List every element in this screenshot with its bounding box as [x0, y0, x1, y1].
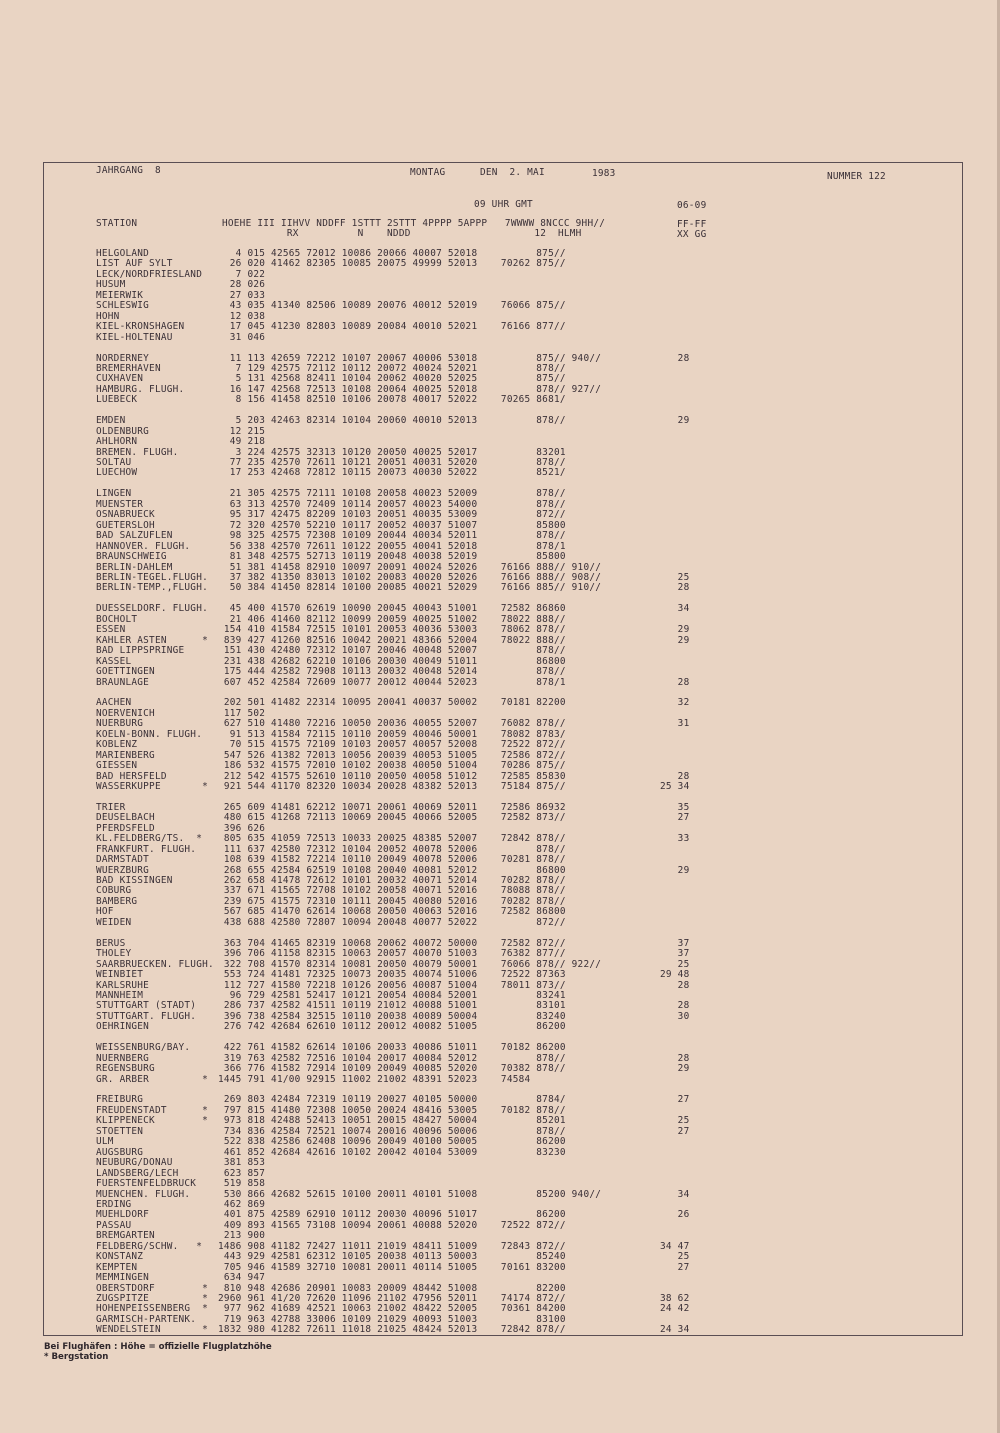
station-data: 239 675 41575 72310 10111 20045 40080 52016 70282 878//	[218, 895, 566, 907]
station-name: SCHLESWIG	[96, 300, 150, 312]
station-data: 21 305 42575 72111 10108 20058 40023 52009 878//	[218, 488, 566, 500]
station-name: LINGEN	[96, 488, 132, 500]
station-name: KL.FELDBERG/TS. *	[96, 833, 203, 845]
station-wind-gust: 25	[660, 1115, 690, 1127]
station-name: BREMEN. FLUGH.	[96, 446, 179, 458]
station-name: MEIERWIK	[96, 289, 144, 301]
station-data: 49 218	[218, 436, 266, 448]
station-data: 45 400 41570 62619 10090 20045 40043 51001 72582 86860	[218, 603, 566, 615]
station-name: AACHEN	[96, 697, 132, 709]
station-data: 202 501 41482 22314 10095 20041 40037 50002 70181 82200	[218, 697, 566, 709]
station-wind-gust: 27	[660, 1125, 690, 1137]
station-name: WEISSENBURG/BAY.	[96, 1042, 191, 1054]
station-data: 438 688 42580 72807 10094 20048 40077 52022 872//	[218, 916, 566, 928]
station-name: HAMBURG. FLUGH.	[96, 383, 185, 395]
station-data: 95 317 42475 82209 10103 20051 40035 53009 872//	[218, 509, 566, 521]
station-name: OSNABRUECK	[96, 509, 155, 521]
station-wind-gust: 26	[660, 1209, 690, 1221]
station-name: BERLIN-TEGEL.FLUGH.	[96, 572, 208, 583]
station-data: 530 866 42682 52615 10100 20011 40101 51008 85200 940//	[218, 1188, 602, 1200]
station-data: 81 348 42575 52713 10119 20048 40038 52019 85800	[218, 551, 566, 562]
station-name: FUERSTENFELDBRUCK	[96, 1178, 197, 1189]
station-data: 111 637 42580 72312 10104 20052 40078 52006 878//	[218, 843, 566, 855]
station-data: 27 033	[218, 289, 266, 301]
station-wind-gust: 25	[660, 1251, 690, 1263]
station-name: BERLIN-TEMP.,FLUGH.	[96, 582, 208, 594]
station-name: DEUSELBACH	[96, 812, 155, 824]
station-data: 2960 961 41/20 72620 11096 21102 47956 52011 74174 872//	[218, 1293, 566, 1304]
station-name: SOLTAU	[96, 457, 132, 468]
station-name: THOLEY	[96, 948, 132, 960]
station-data: 31 046	[218, 331, 266, 343]
station-name: ULM	[96, 1136, 114, 1148]
station-name: MANNHEIM	[96, 989, 144, 1001]
station-data: 231 438 42682 62210 10106 20030 40049 51011 86800	[218, 655, 566, 667]
station-data: 921 544 41170 82320 10034 20028 48382 52013 75184 875//	[218, 780, 566, 792]
station-data: 337 671 41565 72708 10102 20058 40071 52016 78088 878//	[218, 885, 566, 897]
station-data: 607 452 42584 72609 10077 20012 40044 52023 878/1	[218, 676, 566, 688]
station-wind-gust: 29	[660, 1063, 690, 1075]
station-data: 319 763 42582 72516 10104 20017 40084 52012 878//	[218, 1052, 566, 1064]
station-data: 269 803 42484 72319 10119 20027 40105 50000 8784/	[218, 1094, 566, 1106]
station-data: 50 384 41450 82814 10100 20085 40021 52029 76166 885// 910//	[218, 582, 602, 594]
station-wind-gust: 28	[660, 1000, 690, 1012]
station-name: HOHN	[96, 310, 120, 322]
station-data: 108 639 41582 72214 10110 20049 40078 52006 70281 878//	[218, 854, 566, 866]
station-name: LIST AUF SYLT	[96, 258, 173, 270]
station-wind-gust: 38 62	[660, 1293, 690, 1304]
station-name: BAD SALZUFLEN	[96, 530, 173, 542]
station-name: BAMBERG	[96, 895, 138, 907]
station-data: 286 737 42582 41511 10119 21012 40088 51001 83101	[218, 1000, 566, 1012]
station-data: 212 542 41575 52610 10110 20050 40058 51012 72585 85830	[218, 770, 566, 782]
station-name: MARIENBERG	[96, 749, 155, 761]
station-name: MEMMINGEN	[96, 1272, 150, 1284]
station-data: 16 147 42568 72513 10108 20064 40025 52018 878// 927//	[218, 383, 602, 395]
station-name: FREUDENSTADT *	[96, 1104, 208, 1116]
station-data: 797 815 41480 72308 10050 20024 48416 53005 70182 878//	[218, 1104, 566, 1116]
station-name: BAD HERSFELD	[96, 770, 167, 782]
station-name: WUERZBURG	[96, 864, 150, 876]
station-name: BREMGARTEN	[96, 1230, 155, 1242]
station-data: 3 224 42575 32313 10120 20050 40025 52017 83201	[218, 446, 566, 458]
station-data: 117 502	[218, 707, 266, 719]
station-name: KOBLENZ	[96, 739, 138, 751]
station-data: 977 962 41689 42521 10063 21002 48422 52005 70361 84200	[218, 1303, 566, 1315]
station-data: 11 113 42659 72212 10107 20067 40006 53018 875// 940//	[218, 352, 602, 364]
station-data: 186 532 41575 72010 10102 20038 40050 51004 70286 875//	[218, 760, 566, 771]
station-data: 265 609 41481 62212 10071 20061 40069 52011 72586 86932	[218, 801, 566, 813]
station-data: 461 852 42684 42616 10102 20042 40104 53009 83230	[218, 1146, 566, 1158]
station-name: KASSEL	[96, 655, 132, 667]
station-data: 1486 908 41182 72427 11011 21019 48411 51009 72843 872//	[218, 1240, 566, 1252]
station-wind-gust: 34	[660, 1188, 690, 1200]
station-data: 96 729 42581 52417 10121 20054 40084 52001 83241	[218, 989, 566, 1001]
station-data: 276 742 42684 62610 10112 20012 40082 51005 86200	[218, 1021, 566, 1033]
station-data: 151 430 42480 72312 10107 20046 40048 52007 878//	[218, 645, 566, 657]
station-name: HANNOVER. FLUGH.	[96, 540, 191, 552]
station-name: COBURG	[96, 885, 132, 897]
time-range: 06-09	[677, 200, 707, 211]
station-name: LUEBECK	[96, 394, 138, 406]
station-name: BAD LIPPSPRINGE	[96, 645, 185, 657]
station-name: HOF	[96, 906, 114, 918]
jahrgang: JAHRGANG 8	[96, 165, 161, 176]
station-data: 56 338 42570 72611 10122 20055 40041 52018 878/1	[218, 540, 566, 552]
year: 1983	[592, 168, 616, 179]
station-data: 401 875 42589 62910 10112 20030 40096 51017 86200	[218, 1209, 566, 1221]
station-wind-gust: 27	[660, 812, 690, 824]
station-data: 63 313 42570 72409 10114 20057 40023 54000 878//	[218, 498, 566, 510]
station-data: 705 946 41589 32710 10081 20011 40114 51005 70161 83200	[218, 1261, 566, 1273]
station-wind-gust: 31	[660, 718, 690, 730]
station-data: 366 776 41582 72914 10109 20049 40085 52020 70382 878//	[218, 1063, 566, 1075]
station-name: MUENSTER	[96, 498, 144, 510]
station-data: 443 929 42581 62312 10105 20038 40113 50003 85240	[218, 1251, 566, 1263]
column-codes-line1: HOEHE III IIHVV NDDFF 1STTT 2STTT 4PPPP 5APPP 7WWWW 8NCCC 9HH//	[222, 218, 606, 229]
station-name: KAHLER ASTEN *	[96, 634, 208, 646]
station-name: LANDSBERG/LECH	[96, 1167, 179, 1179]
station-name: KLIPPENECK *	[96, 1115, 208, 1127]
station-name: OLDENBURG	[96, 425, 150, 437]
date: DEN 2. MAI	[480, 167, 545, 178]
station-wind-gust: 37	[660, 948, 690, 960]
station-data: 522 838 42586 62408 10096 20049 40100 50005 86200	[218, 1136, 566, 1148]
station-name: BOCHOLT	[96, 613, 138, 625]
station-wind-gust: 28	[660, 979, 690, 991]
station-data: 43 035 41340 82506 10089 20076 40012 52019 76066 875//	[218, 300, 566, 312]
station-wind-gust: 30	[660, 1010, 690, 1022]
station-data: 37 382 41350 83013 10102 20083 40020 52026 76166 888// 908//	[218, 572, 602, 583]
station-name: KONSTANZ	[96, 1251, 144, 1263]
station-data: 77 235 42570 72611 10121 20051 40031 52020 878//	[218, 457, 566, 468]
station-name: BRAUNLAGE	[96, 676, 150, 688]
station-name: ERDING	[96, 1198, 132, 1210]
station-name: BRAUNSCHWEIG	[96, 551, 167, 562]
station-wind-gust: 24 34	[660, 1324, 690, 1336]
station-name: ESSEN	[96, 624, 126, 636]
station-name: BERLIN-DAHLEM	[96, 561, 173, 573]
station-wind-gust: 33	[660, 833, 690, 845]
station-name: HOHENPEISSENBERG *	[96, 1303, 208, 1315]
station-name: WEINBIET	[96, 969, 144, 980]
station-name: PFERDSFELD	[96, 822, 155, 834]
station-name: OBERSTDORF *	[96, 1282, 208, 1294]
station-data: 396 738 42584 32515 10110 20038 40089 50004 83240	[218, 1010, 566, 1022]
station-data: 91 513 41584 72115 10110 20059 40046 50001 78082 8783/	[218, 728, 566, 740]
station-data: 480 615 41268 72113 10069 20045 40066 52005 72582 873//	[218, 812, 566, 824]
station-name: NOERVENICH	[96, 707, 155, 719]
station-wind-gust: 29	[660, 864, 690, 876]
station-data: 21 406 41460 82112 10099 20059 40025 51002 78022 888//	[218, 613, 566, 625]
station-wind-gust: 28	[660, 582, 690, 594]
station-name: NUERBURG	[96, 718, 144, 730]
station-name: LUECHOW	[96, 467, 138, 479]
station-data: 72 320 42570 52210 10117 20052 40037 51007 85800	[218, 519, 566, 531]
station-data: 213 900	[218, 1230, 266, 1242]
station-data: 422 761 41582 62614 10106 20033 40086 51011 70182 86200	[218, 1042, 566, 1054]
station-wind-gust: 27	[660, 1261, 690, 1273]
station-data: 396 706 41158 82315 10063 20057 40070 51003 76382 877//	[218, 948, 566, 960]
station-data: 1832 980 41282 72611 11018 21025 48424 52013 72842 878//	[218, 1324, 566, 1336]
station-wind-gust: 34	[660, 603, 690, 615]
station-name: HUSUM	[96, 279, 126, 291]
station-name: WASSERKUPPE *	[96, 780, 208, 792]
station-data: 17 045 41230 82803 10089 20084 40010 52021 76166 877//	[218, 321, 566, 333]
station-data: 567 685 41470 62614 10068 20050 40063 52016 72582 86800	[218, 906, 566, 918]
station-name: GIESSEN	[96, 760, 138, 771]
station-name: GOETTINGEN	[96, 666, 155, 677]
station-data: 409 893 41565 73108 10094 20061 40088 52020 72522 872//	[218, 1219, 566, 1231]
station-name: GR. ARBER *	[96, 1073, 208, 1085]
station-name: SAARBRUECKEN. FLUGH.	[96, 958, 214, 970]
station-name: WENDELSTEIN *	[96, 1324, 208, 1336]
station-wind-gust: 28	[660, 352, 690, 364]
station-name: HELGOLAND	[96, 248, 150, 259]
station-name: FELDBERG/SCHW. *	[96, 1240, 203, 1252]
station-name: REGENSBURG	[96, 1063, 155, 1075]
station-data: 12 038	[218, 310, 266, 322]
station-name: STUTTGART (STADT)	[96, 1000, 197, 1012]
issue-number: NUMMER 122	[827, 171, 886, 182]
station-wind-gust: 27	[660, 1094, 690, 1106]
station-wind-gust: 35	[660, 801, 690, 813]
station-data: 973 818 42488 52413 10051 20015 48427 50004 85201	[218, 1115, 566, 1127]
station-data: 519 858	[218, 1178, 266, 1189]
station-name: BERUS	[96, 937, 126, 949]
station-data: 7 129 42575 72112 10112 20072 40024 52021 878//	[218, 362, 566, 374]
footnote-airports: Bei Flughäfen : Höhe = offizielle Flugplatzhöhe	[44, 1342, 272, 1352]
station-name: KIEL-KRONSHAGEN	[96, 321, 185, 333]
station-name: OEHRINGEN	[96, 1021, 150, 1033]
station-name: EMDEN	[96, 415, 126, 427]
station-wind-gust: 29	[660, 634, 690, 646]
station-wind-gust: 28	[660, 676, 690, 688]
station-name: STUTTGART. FLUGH.	[96, 1010, 197, 1022]
station-data: 28 026	[218, 279, 266, 291]
station-data: 734 836 42584 72521 10074 20016 40096 50006 878//	[218, 1125, 566, 1137]
station-data: 363 704 41465 82319 10068 20062 40072 50000 72582 872//	[218, 937, 566, 949]
station-name: FREIBURG	[96, 1094, 144, 1106]
station-name: NEUBURG/DONAU	[96, 1157, 173, 1169]
station-wind-gust: 24 42	[660, 1303, 690, 1315]
station-wind-gust: 32	[660, 697, 690, 709]
station-data: 381 853	[218, 1157, 266, 1169]
station-data: 7 022	[218, 268, 266, 280]
station-data: 262 658 41478 72612 10101 20032 40071 52014 70282 878//	[218, 875, 566, 886]
station-name: MUENCHEN. FLUGH.	[96, 1188, 191, 1200]
station-data: 623 857	[218, 1167, 266, 1179]
station-wind-gust: 29	[660, 624, 690, 636]
weekday: MONTAG	[410, 167, 446, 178]
station-name: LECK/NORDFRIESLAND	[96, 268, 203, 280]
station-name: TRIER	[96, 801, 126, 813]
station-data: 70 515 41575 72109 10103 20057 40057 52008 72522 872//	[218, 739, 566, 751]
column-ff-line1: FF-FF	[677, 219, 707, 230]
station-data: 268 655 42584 62519 10108 20040 40081 52012 86800	[218, 864, 566, 876]
station-name: KEMPTEN	[96, 1261, 138, 1273]
station-data: 112 727 41580 72218 10126 20056 40087 51004 78011 873//	[218, 979, 566, 991]
station-data: 4 015 42565 72012 10086 20066 40007 52018 875//	[218, 248, 566, 259]
station-name: DARMSTADT	[96, 854, 150, 866]
station-name: KIEL-HOLTENAU	[96, 331, 173, 343]
station-data: 51 381 41458 82910 10097 20091 40024 52026 76166 888// 910//	[218, 561, 602, 573]
station-data: 8 156 41458 82510 10106 20078 40017 52022 70265 8681/	[218, 394, 566, 406]
station-wind-gust: 25	[660, 572, 690, 583]
station-name: BREMERHAVEN	[96, 362, 161, 374]
station-data: 12 215	[218, 425, 266, 437]
station-name: BAD KISSINGEN	[96, 875, 173, 886]
footnote-mountain-station: * Bergstation	[44, 1352, 109, 1362]
station-name: KARLSRUHE	[96, 979, 150, 991]
station-name: CUXHAVEN	[96, 373, 144, 385]
station-data: 547 526 41382 72013 10056 20039 40053 51005 72586 872//	[218, 749, 566, 761]
station-data: 462 869	[218, 1198, 266, 1210]
column-station: STATION	[96, 218, 138, 229]
station-data: 98 325 42575 72308 10109 20044 40034 52011 878//	[218, 530, 566, 542]
column-codes-line2: RX N NDDD 12 HLMH	[222, 228, 582, 239]
station-wind-gust: 29 48	[660, 969, 690, 980]
station-data: 839 427 41260 82516 10042 20021 48366 52004 78022 888//	[218, 634, 566, 646]
station-wind-gust: 37	[660, 937, 690, 949]
time-label: 09 UHR GMT	[474, 199, 533, 210]
station-name: GARMISCH-PARTENK.	[96, 1313, 197, 1325]
station-wind-gust: 25	[660, 958, 690, 970]
station-data: 5 131 42568 82411 10104 20062 40020 52025 875//	[218, 373, 566, 385]
station-name: STOETTEN	[96, 1125, 144, 1137]
station-name: PASSAU	[96, 1219, 132, 1231]
station-data: 805 635 41059 72513 10033 20025 48385 52007 72842 878//	[218, 833, 566, 845]
station-name: ZUGSPITZE *	[96, 1293, 208, 1304]
station-data: 553 724 41481 72325 10073 20035 40074 51006 72522 87363	[218, 969, 566, 980]
station-data: 154 410 41584 72515 10101 20053 40036 53003 78062 878//	[218, 624, 566, 636]
station-wind-gust: 34 47	[660, 1240, 690, 1252]
station-name: WEIDEN	[96, 916, 132, 928]
station-name: DUESSELDORF. FLUGH.	[96, 603, 208, 615]
station-data: 17 253 42468 72812 10115 20073 40030 52022 8521/	[218, 467, 566, 479]
station-data: 719 963 42788 33006 10109 21029 40093 51003 83100	[218, 1313, 566, 1325]
station-name: AUGSBURG	[96, 1146, 144, 1158]
station-data: 5 203 42463 82314 10104 20060 40010 52013 878//	[218, 415, 566, 427]
station-data: 175 444 42582 72908 10113 20032 40048 52014 878//	[218, 666, 566, 677]
station-data: 1445 791 41/00 92915 11002 21002 48391 52023 74584	[218, 1073, 531, 1085]
station-name: FRANKFURT. FLUGH.	[96, 843, 197, 855]
column-ff-line2: XX GG	[677, 229, 707, 240]
station-wind-gust: 25 34	[660, 780, 690, 792]
station-name: AHLHORN	[96, 436, 138, 448]
station-data: 396 626	[218, 822, 266, 834]
station-data: 627 510 41480 72216 10050 20036 40055 52007 76082 878//	[218, 718, 566, 730]
station-wind-gust: 28	[660, 1052, 690, 1064]
station-data: 322 708 41570 82314 10081 20050 40079 50001 76066 878// 922//	[218, 958, 602, 970]
station-name: MUEHLDORF	[96, 1209, 150, 1221]
station-wind-gust: 29	[660, 415, 690, 427]
station-name: NUERNBERG	[96, 1052, 150, 1064]
station-data: 26 020 41462 82305 10085 20075 49999 52013 70262 875//	[218, 258, 566, 270]
station-data: 634 947	[218, 1272, 266, 1284]
station-name: NORDERNEY	[96, 352, 150, 364]
station-data: 810 948 42686 20901 10083 20009 48442 51008 82200	[218, 1282, 566, 1294]
station-name: GUETERSLOH	[96, 519, 155, 531]
station-name: KOELN-BONN. FLUGH.	[96, 728, 203, 740]
station-wind-gust: 28	[660, 770, 690, 782]
